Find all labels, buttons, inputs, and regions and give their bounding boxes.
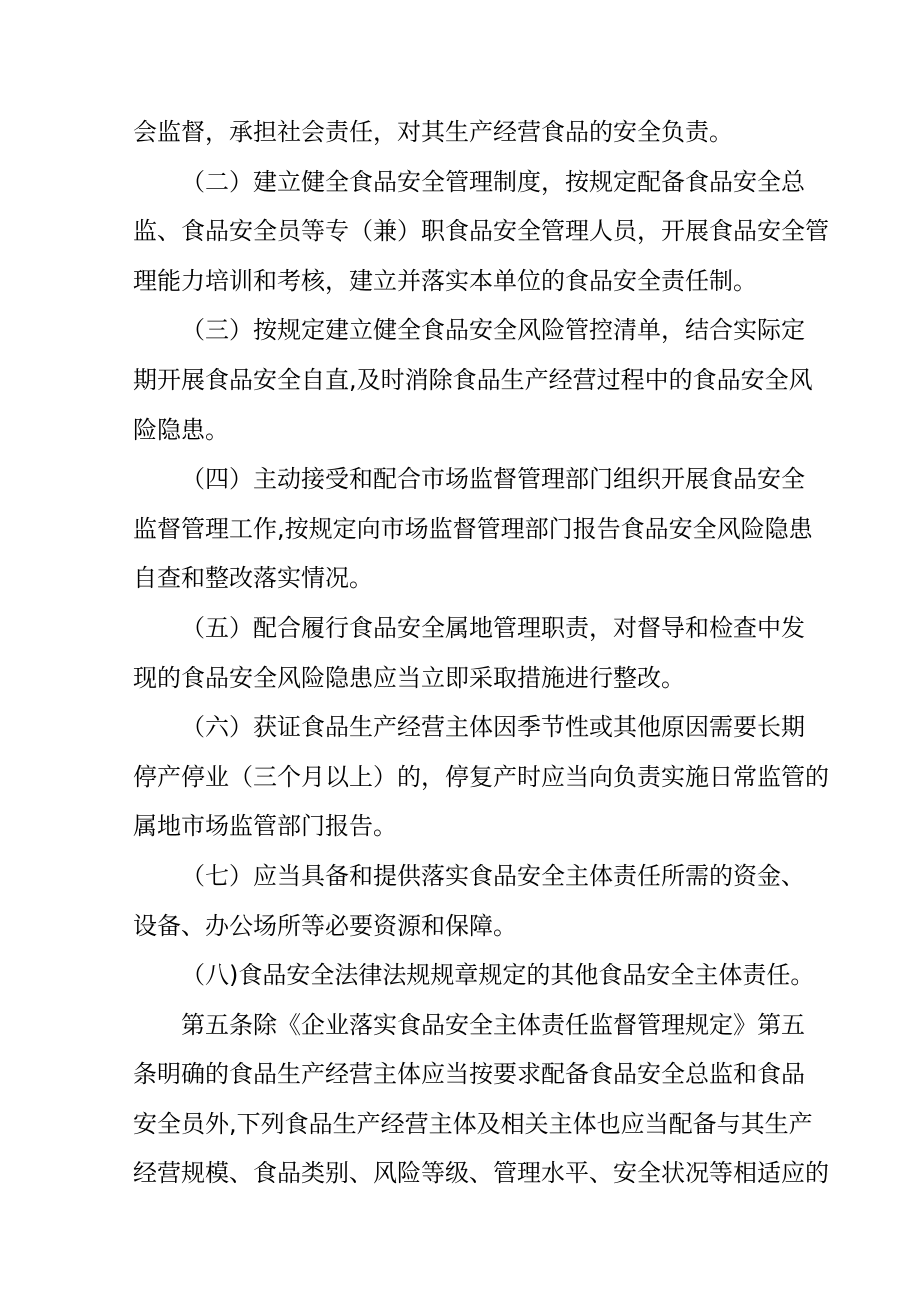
text-line: 会监督，承担社会责任，对其生产经营食品的安全负责。 (133, 118, 733, 146)
text-line: 自查和整改落实情况。 (133, 564, 373, 593)
text-line: （五）配合履行食品安全属地管理职责，对督导和检查中发 (181, 613, 805, 642)
text-line: 安全员外,下列食品生产经营主体及相关主体也应当配备与其生产 (133, 1109, 813, 1138)
text-line: 现的食品安全风险隐患应当立即采取措施进行整改。 (133, 663, 685, 692)
text-line: 设备、办公场所等必要资源和保障。 (133, 911, 517, 940)
text-line: 理能力培训和考核，建立并落实本单位的食品安全责任制。 (133, 266, 757, 295)
text-line: 监督管理工作,按规定向市场监督管理部门报告食品安全风险隐患 (133, 514, 813, 543)
text-line: 停产停业（三个月以上）的，停复产时应当向负责实施日常监管的 (133, 762, 829, 791)
text-line: （六）获证食品生产经营主体因季节性或其他原因需要长期 (181, 713, 805, 742)
text-line: （三）按规定建立健全食品安全风险管控清单，结合实际定 (181, 316, 805, 345)
text-line: 险隐患。 (133, 415, 229, 444)
text-line: 监、食品安全员等专（兼）职食品安全管理人员，开展食品安全管 (133, 217, 829, 246)
text-line: 期开展食品安全自直,及时消除食品生产经营过程中的食品安全风 (133, 365, 813, 394)
text-line: 经营规模、食品类别、风险等级、管理水平、安全状况等相适应的 (133, 1159, 829, 1188)
text-line: （七）应当具备和提供落实食品安全主体责任所需的资金、 (181, 861, 805, 890)
text-line: 属地市场监管部门报告。 (133, 812, 397, 841)
text-line: （四）主动接受和配合市场监督管理部门组织开展食品安全 (181, 465, 805, 494)
text-line: 第五条除《企业落实食品安全主体责任监督管理规定》第五 (181, 1010, 805, 1039)
text-line: （八)食品安全法律法规规章规定的其他食品安全主体责任。 (181, 961, 815, 990)
document-body (133, 108, 829, 1199)
text-line: （二）建立健全食品安全管理制度，按规定配备食品安全总 (181, 167, 805, 196)
text-line: 条明确的食品生产经营主体应当按要求配备食品安全总监和食品 (133, 1060, 805, 1089)
